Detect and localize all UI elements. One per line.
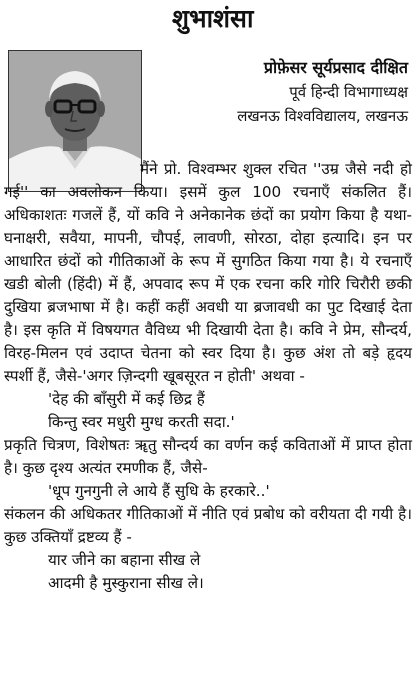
author-block (237, 56, 408, 128)
quote-1-line-2: किन्तु स्वर मधुरी मुग्ध करती सदा.' (48, 413, 235, 431)
quote-3-line-1: यार जीने का बहाना सीख ले (48, 551, 201, 569)
paragraph-3: संकलन की अधिकतर गीतिकाओं में नीति एवं प्रबोध को वरीयता दी गयी है। कुछ उक्तियाँ द्रष्टव्य हैं - (4, 505, 412, 546)
author-name: प्रोफ़ेसर सूर्यप्रसाद दीक्षित (263, 58, 408, 77)
paragraph-2: प्रकृति चित्रण, विशेषतः ॠतु सौन्दर्य का वर्णन कई कविताओं में प्राप्त होता है। कुछ दृश्य अत्यंत रमणीक हैं, जैसे- (4, 436, 412, 477)
quote-2: 'धूप गुनगुनी ले आये हैं सुधि के हरकारे..' (48, 482, 270, 500)
paragraph-1: मैंने प्रो. विश्वम्भर शुक्ल रचित ''उम्र जैसे नदी हो गई'' का अवलोकन किया। इसमें कुल 100 रचनाएँ संकलित हैं। अधिकाशतः गजलें हैं, यों कवि ने अनेकानेक छंदों का प्रयोग किया है यथा-घनाक्षरी, सवैया, मापनी, चौपई, लावणी, सोरठा, दोहा इत्यादि। इन पर आधारित छंदों को गीतिकाओं के रूप में सुगठित किया गया है। ये रचनाएँ खडी बोली (हिंदी) में हैं, अपवाद रूप में एक रचना करि गोरि चिरौरी छकी दुखिया ब्रजभाषा में है। कहीं कहीं अवधी या ब्रजावधी का पुट दिखाई देता है। इस कृति में विषयगत वैविध्य भी दिखायी देता है। कवि ने प्रेम, सौन्दर्य, विरह-मिलन एवं उदाप्त चेतना को स्वर दिया है। कुछ अंश तो बड़े हृदय स्पर्शी हैं, जैसे-'अगर ज़िन्दगी खूबसूरत न होती' अथवा - (4, 160, 412, 385)
quote-3-line-2: आदमी है मुस्कुराना सीख ले। (48, 574, 204, 592)
author-affiliation: लखनऊ विश्वविद्यालय, लखनऊ (237, 107, 408, 125)
page-title: शुभाशंसा (172, 4, 254, 33)
body-text (4, 158, 412, 595)
author-position: पूर्व हिन्दी विभागाध्यक्ष (289, 83, 408, 101)
quote-1-line-1: 'देह की बाँसुरी में कई छिद्र हैं (48, 390, 205, 408)
